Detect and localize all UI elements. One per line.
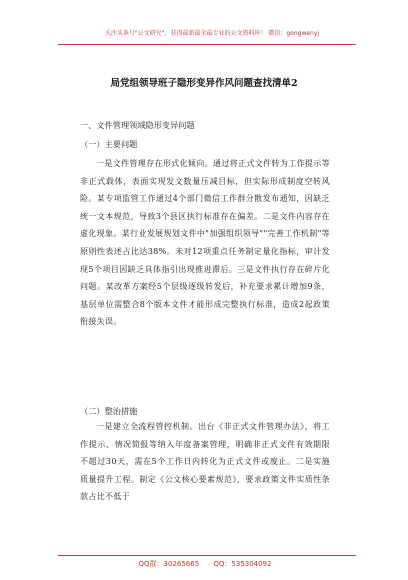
header-banner: 关注头条号"公文研究"，获得最新最全最专业的公文资料库！ 微信：gongwenyj [104, 30, 320, 37]
footer-contact [100, 559, 310, 569]
footer-divider [58, 555, 356, 556]
qq-number-text: QQ：535304092 [213, 560, 272, 568]
document-title: 局党组领导班子隐形变异作风问题查找清单2 [110, 78, 298, 89]
subsection-heading-problems: （一）主要问题 [80, 139, 138, 149]
measures-paragraph: 一是建立全流程管控机制。出台《非正式文件管理办法》，将工作提示、情况简报等纳入年度备案管理，明确非正式文件有效期限不超过30天，需在5个工作日内转化为正式文件或废止。二是实施质量提升工程。制定《公文核心要素规范》，要求政策文件实质性条款占比不低于 [80, 422, 330, 502]
problems-paragraph: 一是文件管理存在形式化倾向。通过将正式文件转为工作提示等非正式载体，表面实现发文数量压减目标，但实际形成制度空转风险。某专项监管工作通过4个部门微信工作群分散发布通知，因缺乏统一文本规范，导致3个县区执行标准存在偏差。二是文件内容存在虚化现象。某行业发展规划文件中"加强组织领导""完善工作机制"等原则性表述占比达38%。未对12项重点任务制定量化指标，审计发现5个项目因缺乏具体指引出现推进滞后。三是文件执行存在碎片化问题。某改革方案经5个层级逐级转发后，补充要求累计增加9条，基层单位需整合8个版本文件才能形成完整执行标准，造成2起政策衔接失误。 [80, 159, 330, 327]
header-divider [58, 44, 356, 45]
qq-group-text: QQ群：30265665 [138, 560, 200, 568]
section-heading: 一、文件管理领域隐形变异问题 [80, 120, 195, 130]
subsection-heading-measures: （二）整治措施 [80, 406, 138, 416]
